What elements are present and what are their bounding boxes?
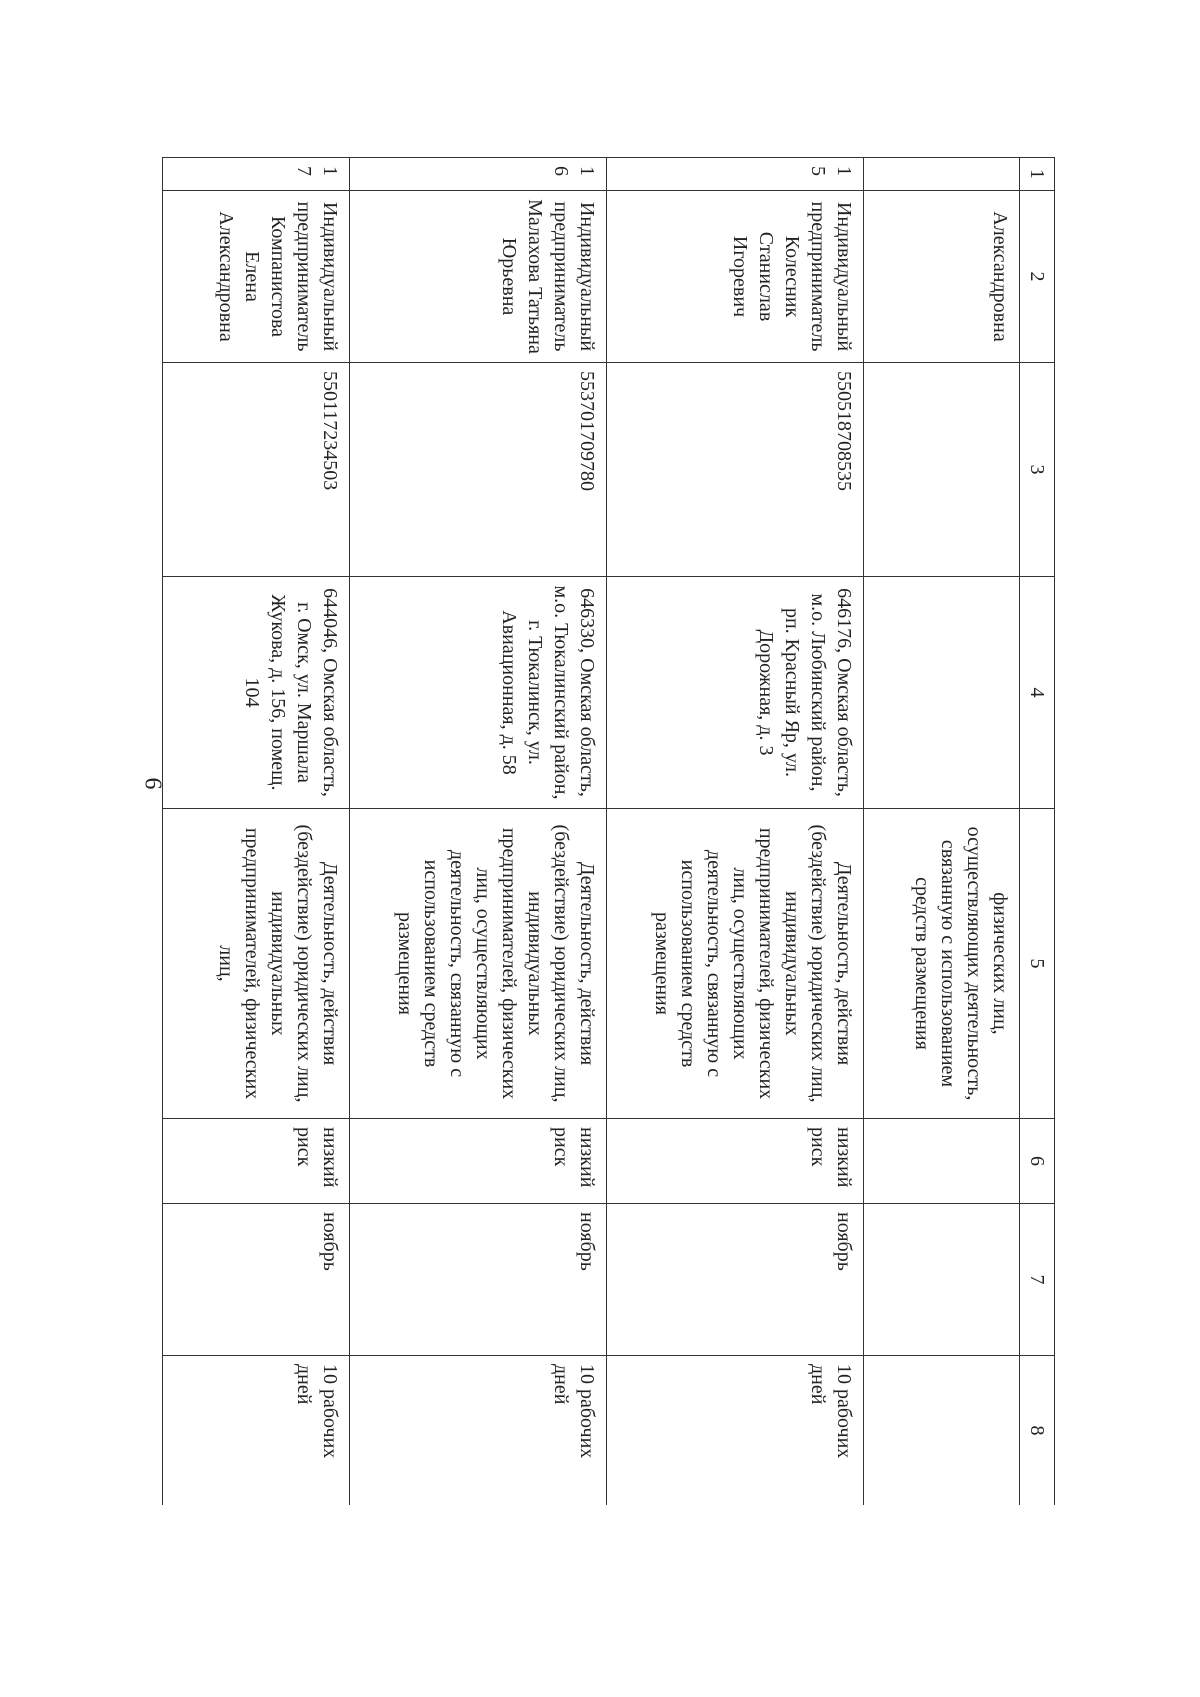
- entity-name: Александровна: [864, 191, 1020, 363]
- column-header: 4: [1020, 577, 1055, 809]
- address: 646330, Омская область, м.о. Тюкалинский район, г. Тюкалинск, ул. Авиационная, д. 58: [350, 577, 607, 809]
- table-row: [607, 158, 864, 1506]
- column-header: 1: [1020, 158, 1055, 191]
- table-row: [864, 158, 1020, 1506]
- activity: Деятельность, действия (бездействие) юридических лиц, индивидуальных предпринимателей, физических лиц,: [163, 809, 350, 1119]
- term: 10 рабочих дней: [607, 1356, 864, 1506]
- month: ноябрь: [163, 1204, 350, 1356]
- row-number: 15: [607, 158, 864, 191]
- month: [864, 1204, 1020, 1356]
- rotated-table-area: [162, 157, 1055, 1505]
- entity-name: Индивидуальный предприниматель Малахова Татьяна Юрьевна: [350, 191, 607, 363]
- inn: [864, 363, 1020, 577]
- inn: 550117234503: [163, 363, 350, 577]
- row-number: 17: [163, 158, 350, 191]
- entity-name: Индивидуальный предприниматель Колесник Станислав Игоревич: [607, 191, 864, 363]
- activity: Деятельность, действия (бездействие) юридических лиц, индивидуальных предпринимателей, физических лиц, осуществляющих деятельность, связанную с использованием средств размещения: [607, 809, 864, 1119]
- term: 10 рабочих дней: [163, 1356, 350, 1506]
- table-row: [163, 158, 350, 1506]
- page-number: 6: [139, 777, 166, 790]
- month: ноябрь: [350, 1204, 607, 1356]
- column-header: 2: [1020, 191, 1055, 363]
- column-header: 8: [1020, 1356, 1055, 1506]
- risk-category: низкий риск: [163, 1119, 350, 1204]
- column-header: 5: [1020, 809, 1055, 1119]
- risk-category: низкий риск: [350, 1119, 607, 1204]
- risk-category: низкий риск: [607, 1119, 864, 1204]
- month: ноябрь: [607, 1204, 864, 1356]
- risk-category: [864, 1119, 1020, 1204]
- address: 646176, Омская область, м.о. Любинский район, рп. Красный Яр, ул. Дорожная, д. 3: [607, 577, 864, 809]
- column-header: 6: [1020, 1119, 1055, 1204]
- address: 644046, Омская область, г. Омск, ул. Маршала Жукова, д. 156, помещ. 104: [163, 577, 350, 809]
- column-header: 3: [1020, 363, 1055, 577]
- term: [864, 1356, 1020, 1506]
- column-header: 7: [1020, 1204, 1055, 1356]
- entity-name: Индивидуальный предприниматель Компанистова Елена Александровна: [163, 191, 350, 363]
- table-row: [350, 158, 607, 1506]
- activity: Деятельность, действия (бездействие) юридических лиц, индивидуальных предпринимателей, физических лиц, осуществляющих деятельность, связанную с использованием средств размещения: [350, 809, 607, 1119]
- term: 10 рабочих дней: [350, 1356, 607, 1506]
- inn: 550518708535: [607, 363, 864, 577]
- inn: 553701709780: [350, 363, 607, 577]
- activity: физических лиц, осуществляющих деятельность, связанную с использованием средств размещения: [864, 809, 1020, 1119]
- address: [864, 577, 1020, 809]
- header-row: [1020, 158, 1055, 1506]
- inspection-plan-table: [162, 157, 1055, 1505]
- row-number: [864, 158, 1020, 191]
- row-number: 16: [350, 158, 607, 191]
